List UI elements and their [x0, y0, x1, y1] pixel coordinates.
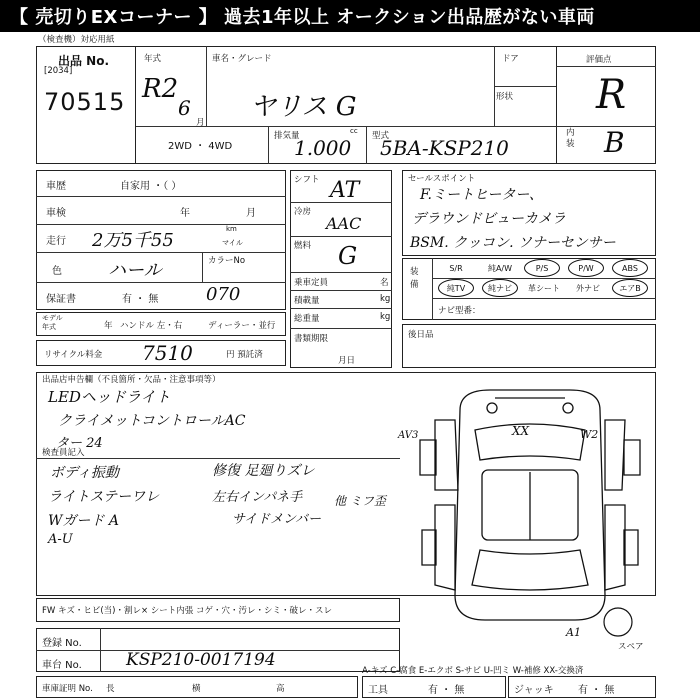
inspector-left-4: A-U: [48, 532, 73, 547]
recycle-label: リサイクル料金: [44, 350, 103, 360]
inspector-right-2: 左右インパネ手: [212, 490, 303, 505]
mileage-unit-mile: マイル: [222, 239, 243, 247]
inspection-label: 車検: [46, 208, 66, 219]
model-year-label: モデル年式: [42, 314, 63, 331]
doc-date-unit: 月日: [338, 356, 356, 366]
permit-a: 長: [106, 684, 115, 694]
displacement-label: 排気量: [274, 131, 300, 141]
equip-power-window: P/W: [568, 259, 604, 277]
inspection-month-unit: 月: [246, 208, 256, 219]
inspector-right-1: 修復 足廻りズレ: [212, 463, 315, 479]
tools-value: 有 ・ 無: [428, 685, 465, 696]
equip-tv: 純TV: [438, 279, 474, 297]
doc-date-label: 書類期限: [294, 334, 329, 344]
model-label: 車名・グレード: [212, 54, 272, 64]
damage-legend: A-キズ C-腐食 E-エクボ S-サビ U-凹ミ W-補修 XX-交換済: [362, 666, 584, 676]
equip-power-steering: P/S: [524, 259, 560, 277]
equip-airbag: エアB: [612, 279, 648, 297]
displacement-unit: cc: [350, 127, 358, 135]
year-label: 年式: [144, 54, 162, 64]
shift-value: AT: [330, 178, 360, 203]
recycle-value: 7510: [142, 341, 193, 365]
permit-b: 横: [192, 684, 201, 694]
capacity-unit: 名: [380, 278, 389, 288]
equip-external-navi: 外ナビ: [576, 283, 600, 293]
jack-label: ジャッキ: [514, 685, 554, 696]
seller-note-1: LEDヘッドライト: [48, 388, 171, 406]
mileage-unit-km: km: [226, 225, 237, 233]
warranty-label: 保証書: [46, 294, 76, 305]
seller-notes-label: 出品店申告欄（不良箇所・欠品・注意事項等）: [42, 375, 221, 385]
door-label: ドア: [502, 54, 519, 64]
tire-row-text: FW キズ・ヒビ(当)・割レ× シート内張 コゲ・穴・汚レ・シミ・破レ・スレ: [42, 606, 332, 616]
recycle-unit: 円 預託済: [226, 350, 263, 360]
score-label: 評価点: [586, 55, 612, 65]
aftermarket-box: [402, 324, 656, 368]
handle-label: ハンドル 左・右: [120, 321, 183, 331]
color-no-label: カラーNo: [208, 256, 246, 266]
lot-code: [2034]: [44, 66, 73, 76]
year-month-unit: 月: [196, 118, 205, 128]
sales-point-line-1: F.ミートヒーター、: [420, 187, 543, 203]
year-month: 6: [178, 96, 191, 120]
tools-label: 工具: [368, 685, 388, 696]
registration-label: 登録 No.: [42, 638, 82, 649]
gross-unit: kg: [380, 312, 391, 322]
year-era: R2: [142, 74, 179, 104]
lot-label: 出品 No.: [58, 54, 110, 68]
dealer-label: ディーラー・並行: [208, 321, 276, 331]
warranty-value: 有 ・ 無: [122, 294, 159, 305]
inspection-year-unit: 年: [180, 208, 190, 219]
banner-title: 【 売切りEXコーナー 】 過去1年以上 オークション出品歴がない車両: [0, 0, 700, 32]
history-label: 車歴: [46, 181, 66, 192]
subheader: （検査機）対応用紙: [38, 35, 115, 45]
car-diagram: [400, 380, 660, 640]
equip-sr: S/R: [449, 263, 463, 273]
diagram-mark-xx: XX: [512, 424, 530, 438]
color-value: ハール: [108, 260, 162, 281]
aftermarket-label: 後日品: [408, 330, 434, 340]
jack-value: 有 ・ 無: [578, 685, 615, 696]
diagram-mark-a1: A1: [566, 626, 581, 639]
fuel-label: 燃料: [294, 241, 312, 251]
navi-model-label: ナビ型番：: [438, 306, 481, 316]
sales-points-label: セールスポイント: [408, 174, 476, 184]
lot-number: 70515: [44, 88, 126, 116]
warranty-code: 070: [206, 284, 241, 305]
ac-label: 冷房: [294, 207, 312, 217]
capacity-label: 乗車定員: [294, 278, 329, 288]
equip-leather-seat: 革シート: [528, 283, 560, 293]
interior-value: B: [604, 126, 625, 159]
color-label: 色: [52, 266, 62, 277]
seller-note-2: クライメットコントロールAC: [58, 413, 246, 429]
load-label: 積載量: [294, 296, 320, 306]
permit-label: 車庫証明 No.: [42, 684, 93, 694]
equipment-label: 装備: [410, 267, 419, 290]
inspector-right-4: 他 ミフ歪: [334, 494, 386, 508]
equip-abs: ABS: [612, 259, 648, 277]
equip-navi: 純ナビ: [482, 279, 518, 297]
inspector-left-1: ボディ振動: [50, 465, 119, 481]
inspector-left-3: Wガード A: [48, 513, 119, 529]
sales-point-line-2: デラウンドビューカメラ: [412, 211, 566, 227]
ac-value: AAC: [326, 214, 362, 233]
equip-alloy-wheel: 純A/W: [487, 263, 513, 273]
diagram-mark-av3: AV3: [398, 430, 419, 441]
model-year-unit: 年: [104, 321, 113, 331]
type-label: 型式: [372, 131, 390, 141]
mileage-value: 2万5千55: [92, 230, 174, 251]
shape-label: 形状: [496, 92, 514, 102]
inspector-right-3: サイドメンバー: [232, 512, 322, 527]
fuel-value: G: [338, 242, 358, 270]
spare-label: スペア: [618, 642, 644, 652]
drive-label: 2WD ・ 4WD: [168, 141, 233, 152]
load-unit: kg: [380, 294, 391, 304]
shift-label: シフト: [294, 175, 320, 185]
interior-label: 内装: [566, 128, 575, 149]
diagram-mark-w2: W2: [580, 428, 599, 441]
displacement-value: 1.000: [294, 136, 352, 160]
history-value: 自家用 ・（ ）: [120, 181, 182, 192]
model-value: ヤリス G: [250, 92, 357, 122]
type-value: 5BA-KSP210: [380, 136, 509, 160]
inspector-label: 検査員記入: [42, 448, 85, 458]
permit-c: 高: [276, 684, 285, 694]
chassis-value: KSP210-0017194: [126, 650, 276, 670]
sales-point-line-3: BSM. クッコン. ソナーセンサー: [410, 235, 616, 251]
mileage-label: 走行: [46, 236, 66, 247]
score-value: R: [596, 72, 627, 118]
gross-label: 総重量: [294, 314, 320, 324]
seller-note-3: ター 24: [56, 436, 103, 451]
inspector-left-2: ライトステーワレ: [48, 489, 160, 505]
spare-tire-icon: [604, 608, 632, 636]
chassis-label: 車台 No.: [42, 660, 82, 671]
